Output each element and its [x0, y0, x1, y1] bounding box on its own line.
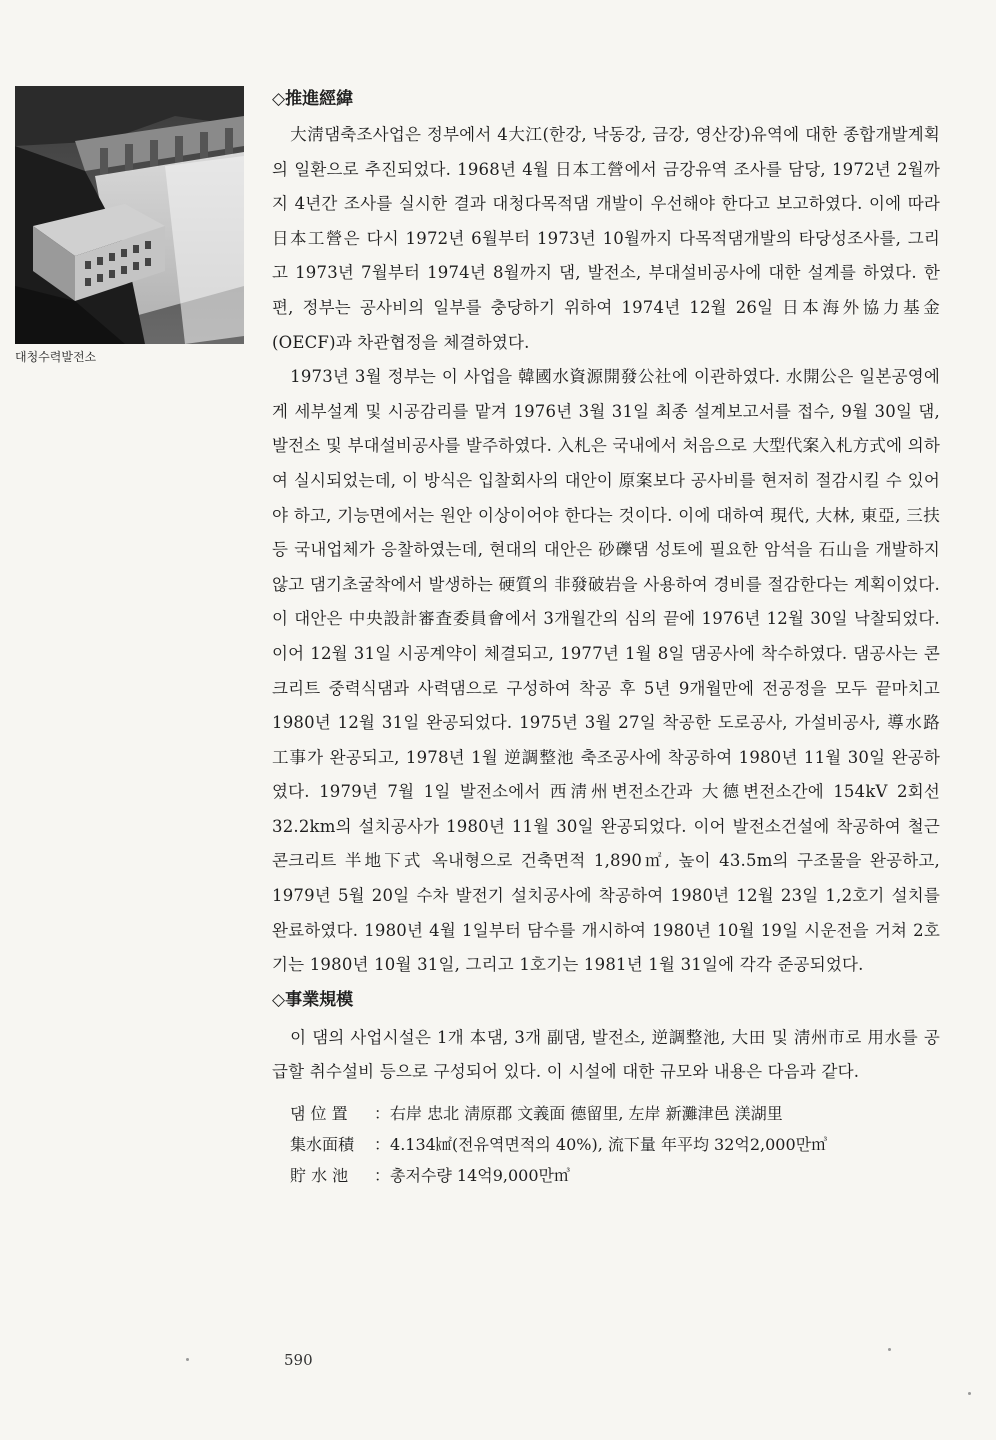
scale-paragraph: 이 댐의 사업시설은 1개 本댐, 3개 副댐, 발전소, 逆調整池, 大田 및 淸州市로 用水를 공급할 취수설비 등으로 구성되어 있다. 이 시설에 대한 규모와 내용은 다음과 같다.	[272, 1027, 940, 1082]
spec-item-reservoir: 貯 水 池 ：총저수량 14억9,000만㎥	[290, 1160, 940, 1191]
spec-label: 貯 水 池	[290, 1166, 349, 1186]
spec-label: 댐 位 置	[290, 1104, 348, 1124]
scan-speck	[968, 1392, 971, 1395]
spec-list	[272, 1098, 940, 1191]
spec-value: 4.134㎢(전유역면적의 40%), 流下量 年平均 32억2,000만㎥	[390, 1135, 828, 1155]
history-paragraph-2: 1973년 3월 정부는 이 사업을 韓國水資源開發公社에 이관하였다. 水開公은 일본공영에게 세부설계 및 시공감리를 맡겨 1976년 3월 31일 최종 설계보고서를 접수, 9월 30일 댐, 발전소 및 부대설비공사를 발주하였다. 入札은 국내에서 처음으로 大型代案入札方式에 의하여 실시되었는데, 이 방식은 입찰회사의 대안이 原案보다 공사비를 현저히 절감시킬 수 있어야 하고, 기능면에서는 원안 이상이어야 한다는 것이다. 이에 대하여 現代, 大林, 東亞, 三扶 등 국내업체가 응찰하였는데, 현대의 대안은 砂礫댐 성토에 필요한 암석을 石山을 개발하지 않고 댐기초굴착에서 발생하는 硬質의 非發破岩을 사용하여 경비를 절감한다는 계획이었다. 이 대안은 中央設計審査委員會에서 3개월간의 심의 끝에 1976년 12월 30일 낙찰되었다. 이어 12월 31일 시공계약이 체결되고, 1977년 1월 8일 댐공사에 착수하였다. 댐공사는 콘크리트 중력식댐과 사력댐으로 구성하여 착공 후 5년 9개월만에 전공정을 모두 끝마치고 1980년 12월 31일 완공되었다. 1975년 3월 27일 착공한 도로공사, 가설비공사, 導水路工事가 완공되고, 1978년 1월 逆調整池 축조공사에 착공하여 1980년 11월 30일 완공하였다. 1979년 7월 1일 발전소에서 西淸州변전소간과 大德변전소간에 154kV 2회선 32.2km의 설치공사가 1980년 11월 30일 완공되었다. 이어 발전소건설에 착공하여 철근콘크리트 半地下式 옥내형으로 건축면적 1,890㎡, 높이 43.5m의 구조물을 완공하고, 1979년 5월 20일 수차 발전기 설치공사에 착공하여 1980년 12월 23일 1,2호기 설치를 완료하였다. 1980년 4월 1일부터 담수를 개시하여 1980년 10월 19일 시운전을 거쳐 2호기는 1980년 10월 31일, 그리고 1호기는 1981년 1월 31일에 각각 준공되었다.	[272, 367, 940, 975]
spec-item-location: 댐 位 置 ：右岸 忠北 淸原郡 文義面 德留里, 左岸 新灘津邑 渼湖里	[290, 1098, 940, 1129]
text-column	[272, 84, 940, 1191]
scan-speck	[186, 1358, 189, 1361]
section-heading-scale: ◇事業規模	[272, 989, 354, 1010]
photo-caption: 대청수력발전소	[15, 350, 97, 364]
section-heading-history: ◇推進經緯	[272, 89, 354, 109]
scan-speck	[888, 1348, 891, 1351]
history-paragraph-1: 大淸댐축조사업은 정부에서 4大江(한강, 낙동강, 금강, 영산강)유역에 대한 종합개발계획의 일환으로 추진되었다. 1968년 4월 日本工營에서 금강유역 조사를 담당, 1972년 2월까지 4년간 조사를 실시한 결과 대청다목적댐 개발이 우선해야 한다고 보고하였다. 이에 따라 日本工營은 다시 1972년 6월부터 1973년 10월까지 다목적댐개발의 타당성조사를, 그리고 1973년 7월부터 1974년 8월까지 댐, 발전소, 부대설비공사에 대한 설계를 하였다. 한편, 정부는 공사비의 일부를 충당하기 위하여 1974년 12월 26일 日本海外協力基金(OECF)과 차관협정을 체결하였다.	[272, 125, 940, 352]
spec-value: 右岸 忠北 淸原郡 文義面 德留里, 左岸 新灘津邑 渼湖里	[390, 1104, 783, 1124]
page-number: 590	[284, 1351, 313, 1369]
spec-label: 集水面積	[290, 1135, 355, 1155]
spec-value: 총저수량 14억9,000만㎥	[390, 1166, 571, 1186]
hydroelectric-plant-photo	[15, 86, 244, 344]
spec-item-catchment: 集水面積 ：4.134㎢(전유역면적의 40%), 流下量 年平均 32억2,000만㎥	[290, 1129, 940, 1160]
